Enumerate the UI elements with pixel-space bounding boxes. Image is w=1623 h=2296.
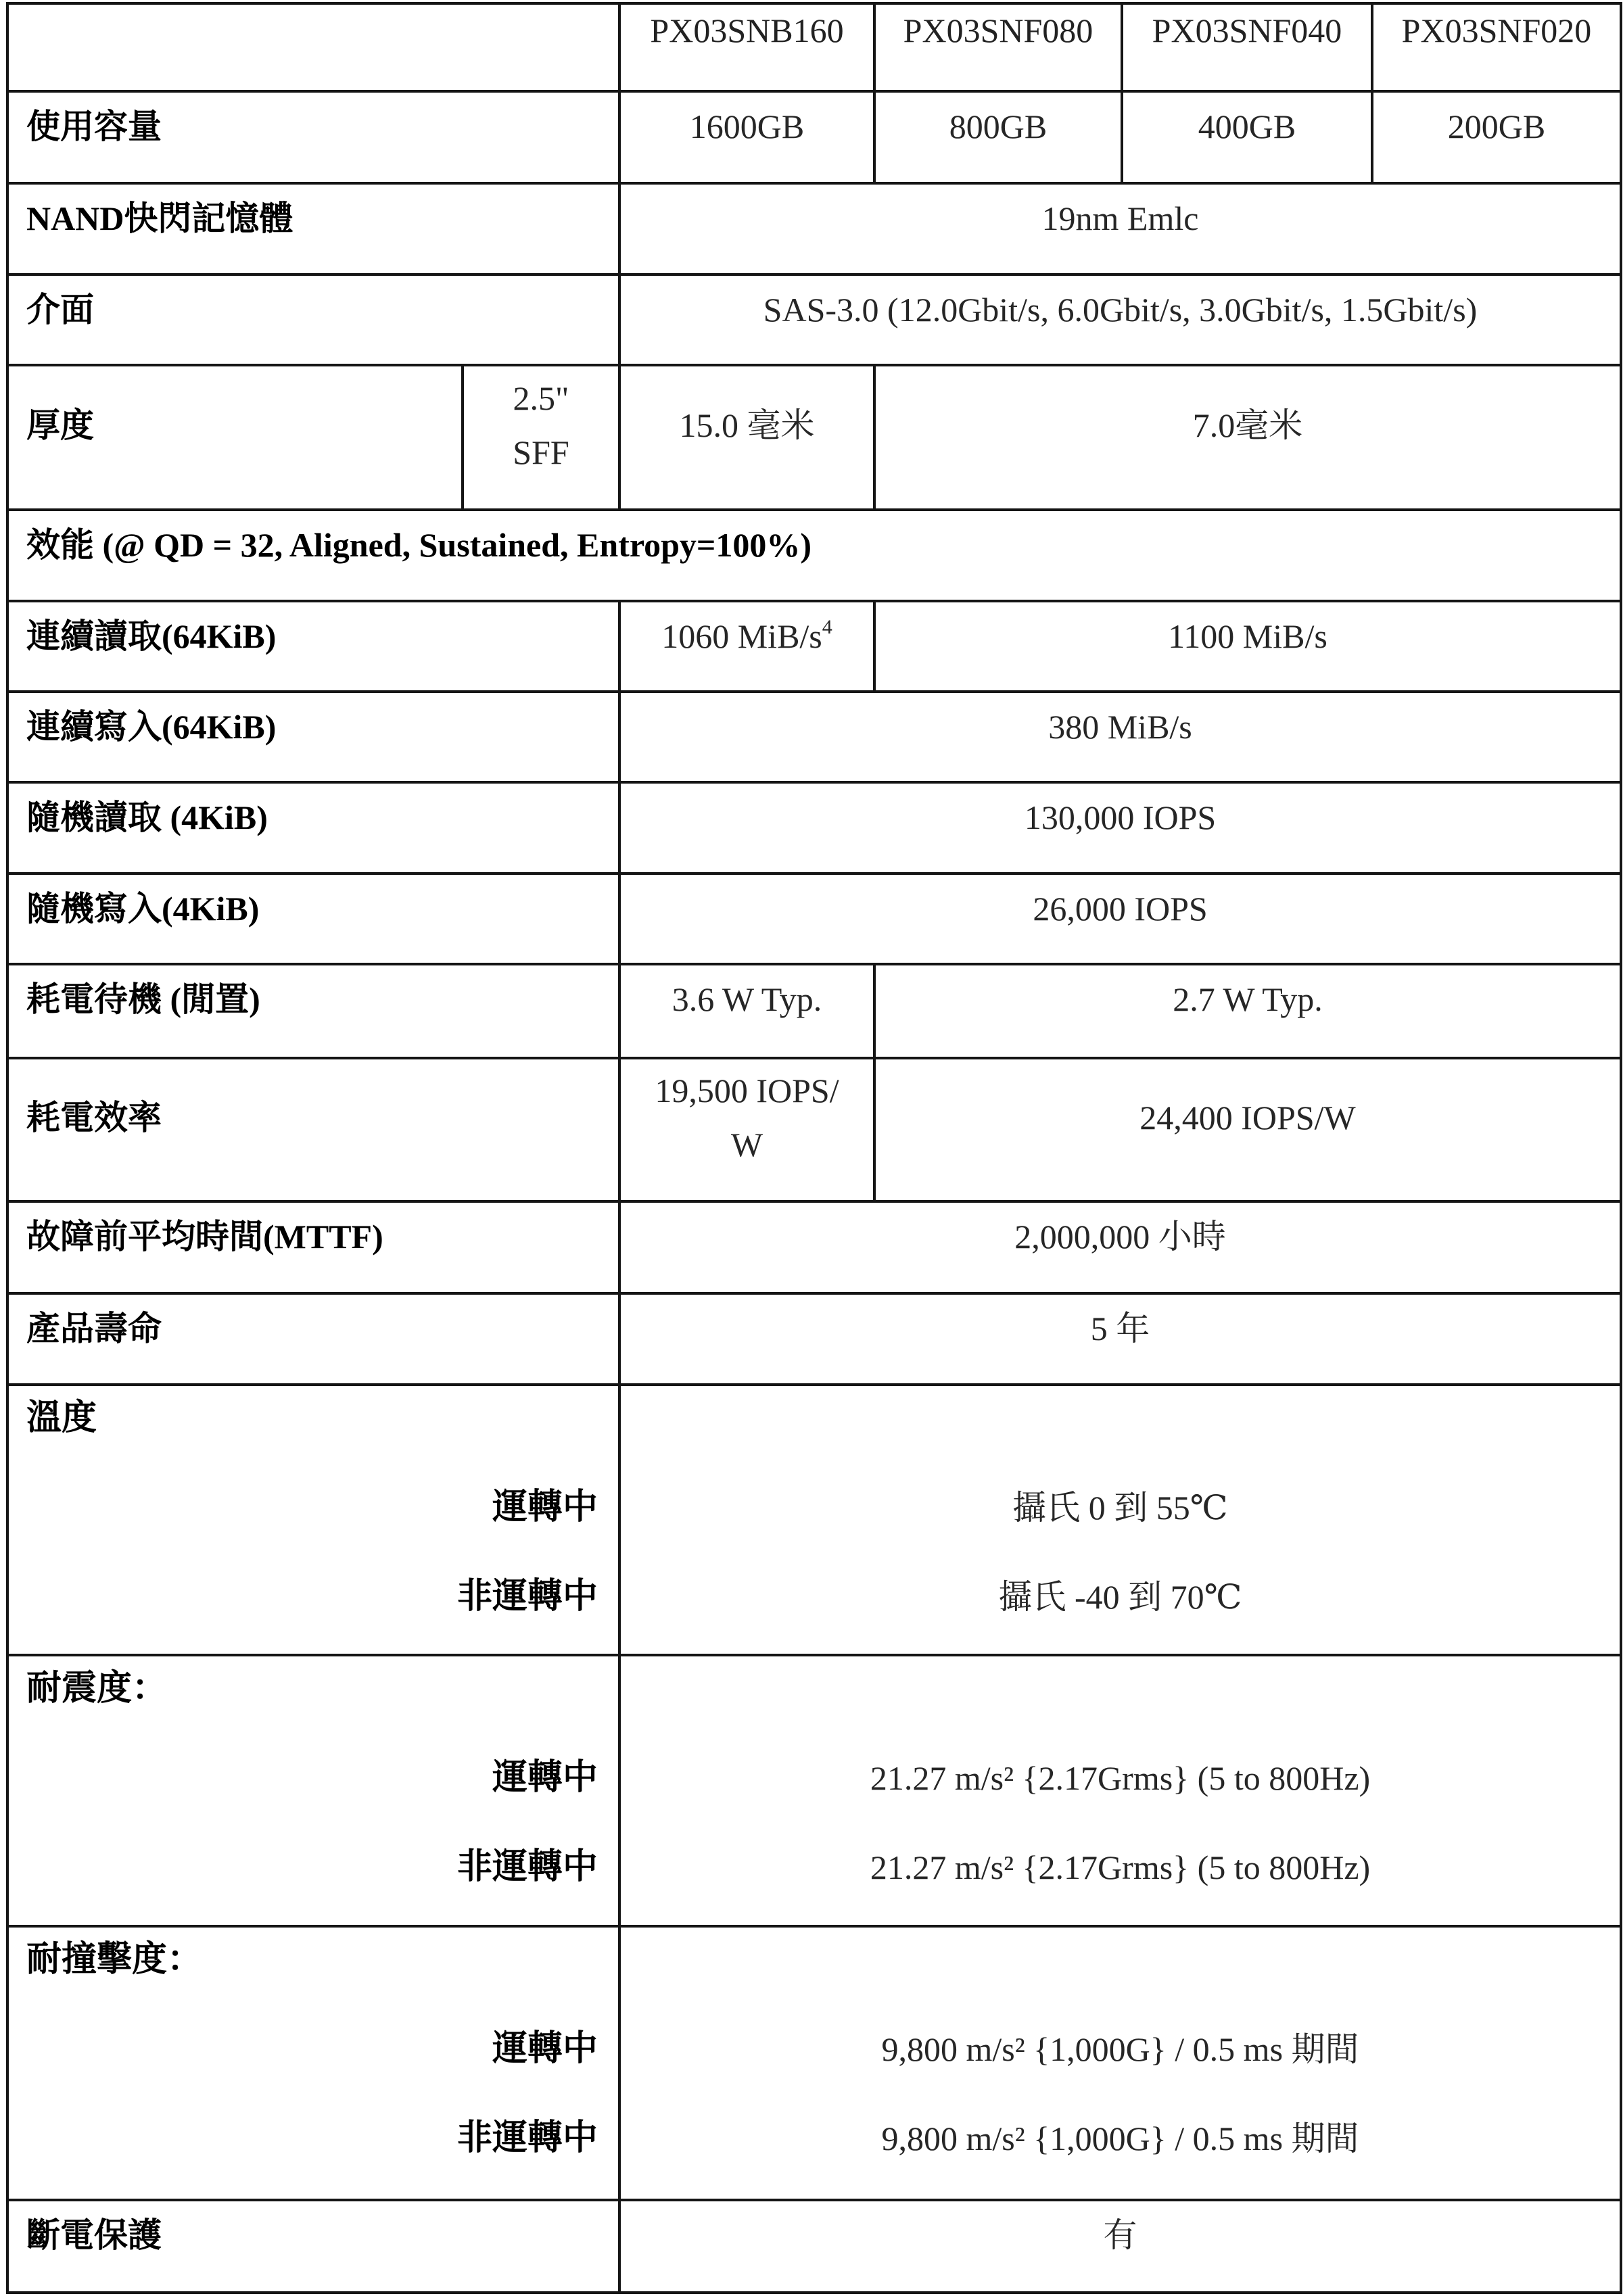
temperature-value-cell bbox=[619, 1385, 1621, 1655]
temperature-operating-value: 攝氏 0 到 55℃ bbox=[1012, 1489, 1228, 1527]
thickness-value-others: 7.0毫米 bbox=[874, 365, 1621, 510]
shock-non-operating-label: 非運轉中 bbox=[456, 2119, 598, 2157]
capacity-value-px03snf040: 400GB bbox=[1122, 91, 1372, 183]
nand-label: NAND快閃記憶體 bbox=[7, 183, 619, 274]
power-efficiency-label: 耗電效率 bbox=[7, 1058, 619, 1201]
model-header-px03snb160: PX03SNB160 bbox=[619, 3, 874, 91]
temperature-operating-label: 運轉中 bbox=[492, 1488, 598, 1527]
power-efficiency-line-1: 19,500 IOPS/ bbox=[655, 1072, 839, 1109]
mttf-label: 故障前平均時間(MTTF) bbox=[7, 1201, 619, 1293]
row-lifetime bbox=[7, 1293, 1621, 1385]
nand-value: 19nm Emlc bbox=[619, 183, 1621, 274]
seq-read-value-text: 1060 MiB/s bbox=[661, 617, 822, 655]
seq-read-label: 連續讀取(64KiB) bbox=[7, 601, 619, 692]
model-header-px03snf080: PX03SNF080 bbox=[874, 3, 1122, 91]
row-capacity bbox=[7, 91, 1621, 183]
performance-heading: 效能 (@ QD = 32, Aligned, Sustained, Entropy=100%) bbox=[7, 510, 1621, 601]
capacity-value-px03snf080: 800GB bbox=[874, 91, 1122, 183]
power-efficiency-line-2: W bbox=[730, 1126, 763, 1164]
power-efficiency-value-px03snb160 bbox=[619, 1058, 874, 1201]
row-standby-power bbox=[7, 964, 1621, 1058]
row-nand bbox=[7, 183, 1621, 274]
row-mttf bbox=[7, 1201, 1621, 1293]
form-factor-size: 2.5" bbox=[513, 379, 569, 417]
row-performance-heading bbox=[7, 510, 1621, 601]
standby-power-value-others: 2.7 W Typ. bbox=[874, 964, 1621, 1058]
vibration-label-cell bbox=[7, 1655, 619, 1926]
form-factor-cell bbox=[463, 365, 619, 510]
capacity-value-px03snf020: 200GB bbox=[1372, 91, 1621, 183]
header-row bbox=[7, 3, 1621, 91]
mttf-value: 2,000,000 小時 bbox=[619, 1201, 1621, 1293]
vibration-operating-value: 21.27 m/s² {2.17Grms} (5 to 800Hz) bbox=[870, 1759, 1371, 1797]
rand-write-label: 隨機寫入(4KiB) bbox=[7, 874, 619, 964]
vibration-non-operating-label: 非運轉中 bbox=[456, 1848, 598, 1886]
vibration-label: 耐震度： bbox=[26, 1669, 168, 1708]
thickness-value-px03snb160: 15.0 毫米 bbox=[619, 365, 874, 510]
temperature-non-operating-value: 攝氏 -40 到 70℃ bbox=[998, 1578, 1242, 1616]
shock-operating-value: 9,800 m/s² {1,000G} / 0.5 ms 期間 bbox=[881, 2030, 1359, 2068]
seq-read-value-others: 1100 MiB/s bbox=[874, 601, 1621, 692]
spec-table bbox=[6, 2, 1622, 2294]
power-loss-protection-label: 斷電保護 bbox=[7, 2200, 619, 2293]
seq-write-label: 連續寫入(64KiB) bbox=[7, 692, 619, 782]
shock-value-cell bbox=[619, 1926, 1621, 2200]
row-power-efficiency bbox=[7, 1058, 1621, 1201]
model-header-px03snf020: PX03SNF020 bbox=[1372, 3, 1621, 91]
header-corner-cell bbox=[7, 3, 619, 91]
temperature-non-operating-label: 非運轉中 bbox=[456, 1577, 598, 1616]
row-vibration bbox=[7, 1655, 1621, 1926]
row-interface bbox=[7, 274, 1621, 365]
vibration-operating-label: 運轉中 bbox=[492, 1759, 598, 1797]
footnote-marker: 4 bbox=[822, 616, 832, 638]
power-efficiency-value-others: 24,400 IOPS/W bbox=[874, 1058, 1621, 1201]
seq-write-value: 380 MiB/s bbox=[619, 692, 1621, 782]
thickness-label: 厚度 bbox=[7, 365, 463, 510]
seq-read-value-px03snb160 bbox=[619, 601, 874, 692]
row-shock bbox=[7, 1926, 1621, 2200]
row-temperature bbox=[7, 1385, 1621, 1655]
shock-operating-label: 運轉中 bbox=[492, 2030, 598, 2068]
standby-power-label: 耗電待機 (閒置) bbox=[7, 964, 619, 1058]
vibration-non-operating-value: 21.27 m/s² {2.17Grms} (5 to 800Hz) bbox=[870, 1848, 1371, 1886]
temperature-label: 溫度 bbox=[26, 1399, 97, 1437]
capacity-label: 使用容量 bbox=[7, 91, 619, 183]
lifetime-label: 產品壽命 bbox=[7, 1293, 619, 1385]
row-rand-read bbox=[7, 782, 1621, 874]
row-seq-read bbox=[7, 601, 1621, 692]
interface-value: SAS-3.0 (12.0Gbit/s, 6.0Gbit/s, 3.0Gbit/s, 1.5Gbit/s) bbox=[619, 274, 1621, 365]
power-loss-protection-value: 有 bbox=[619, 2200, 1621, 2293]
rand-write-value: 26,000 IOPS bbox=[619, 874, 1621, 964]
row-power-loss-protection bbox=[7, 2200, 1621, 2293]
rand-read-value: 130,000 IOPS bbox=[619, 782, 1621, 874]
interface-label: 介面 bbox=[7, 274, 619, 365]
capacity-value-px03snb160: 1600GB bbox=[619, 91, 874, 183]
model-header-px03snf040: PX03SNF040 bbox=[1122, 3, 1372, 91]
shock-label: 耐撞擊度： bbox=[26, 1940, 203, 1979]
form-factor-name: SFF bbox=[513, 433, 569, 471]
shock-non-operating-value: 9,800 m/s² {1,000G} / 0.5 ms 期間 bbox=[881, 2120, 1359, 2157]
row-thickness bbox=[7, 365, 1621, 510]
rand-read-label: 隨機讀取 (4KiB) bbox=[7, 782, 619, 874]
vibration-value-cell bbox=[619, 1655, 1621, 1926]
row-rand-write bbox=[7, 874, 1621, 964]
row-seq-write bbox=[7, 692, 1621, 782]
lifetime-value: 5 年 bbox=[619, 1293, 1621, 1385]
temperature-label-cell bbox=[7, 1385, 619, 1655]
shock-label-cell bbox=[7, 1926, 619, 2200]
standby-power-value-px03snb160: 3.6 W Typ. bbox=[619, 964, 874, 1058]
